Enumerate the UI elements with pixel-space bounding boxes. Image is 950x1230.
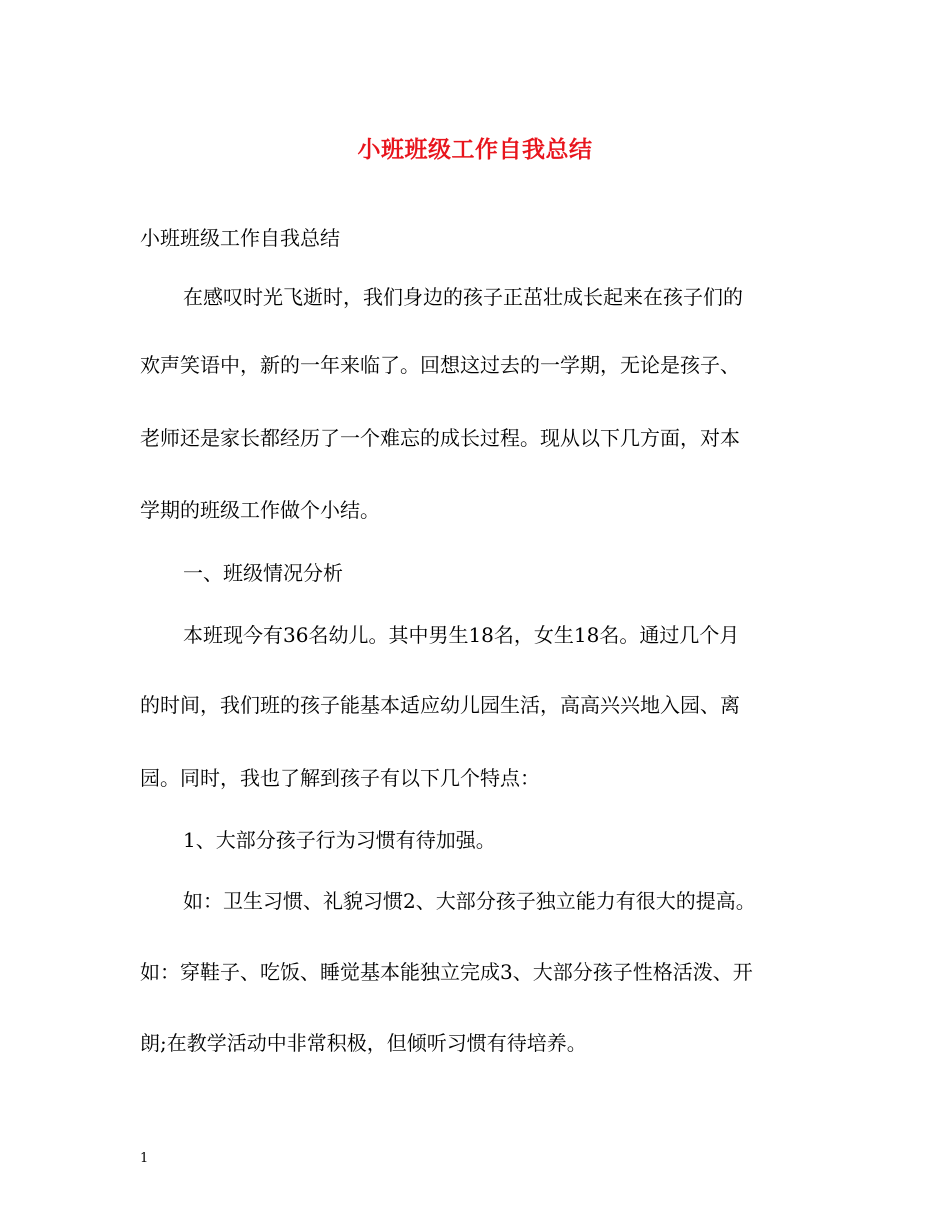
paragraph-line: 本班现今有36名幼儿。其中男生18名，女生18名。通过几个月 bbox=[183, 623, 740, 647]
paragraph-line: 欢声笑语中，新的一年来临了。回想这过去的一学期，无论是孩子、 bbox=[140, 353, 740, 377]
paragraph-line: 如：卫生习惯、礼貌习惯2、大部分孩子独立能力有很大的提高。 bbox=[183, 889, 756, 913]
paragraph-line: 学期的班级工作做个小结。 bbox=[140, 498, 380, 522]
paragraph-line: 园。同时，我也了解到孩子有以下几个特点： bbox=[140, 766, 540, 790]
paragraph-line: 朗;在教学活动中非常积极，但倾听习惯有待培养。 bbox=[140, 1031, 587, 1055]
list-item: 1、大部分孩子行为习惯有待加强。 bbox=[183, 828, 496, 852]
paragraph-line: 如：穿鞋子、吃饭、睡觉基本能独立完成3、大部分孩子性格活泼、开 bbox=[140, 960, 753, 984]
section-heading: 一、班级情况分析 bbox=[183, 561, 343, 585]
document-subtitle: 小班班级工作自我总结 bbox=[140, 226, 340, 250]
document-title: 小班班级工作自我总结 bbox=[357, 136, 593, 163]
paragraph-line: 在感叹时光飞逝时，我们身边的孩子正茁壮成长起来在孩子们的 bbox=[183, 285, 743, 309]
paragraph-line: 的时间，我们班的孩子能基本适应幼儿园生活，高高兴兴地入园、离 bbox=[140, 693, 740, 717]
paragraph-line: 老师还是家长都经历了一个难忘的成长过程。现从以下几方面，对本 bbox=[140, 426, 740, 450]
page-number: 1 bbox=[140, 1151, 149, 1166]
